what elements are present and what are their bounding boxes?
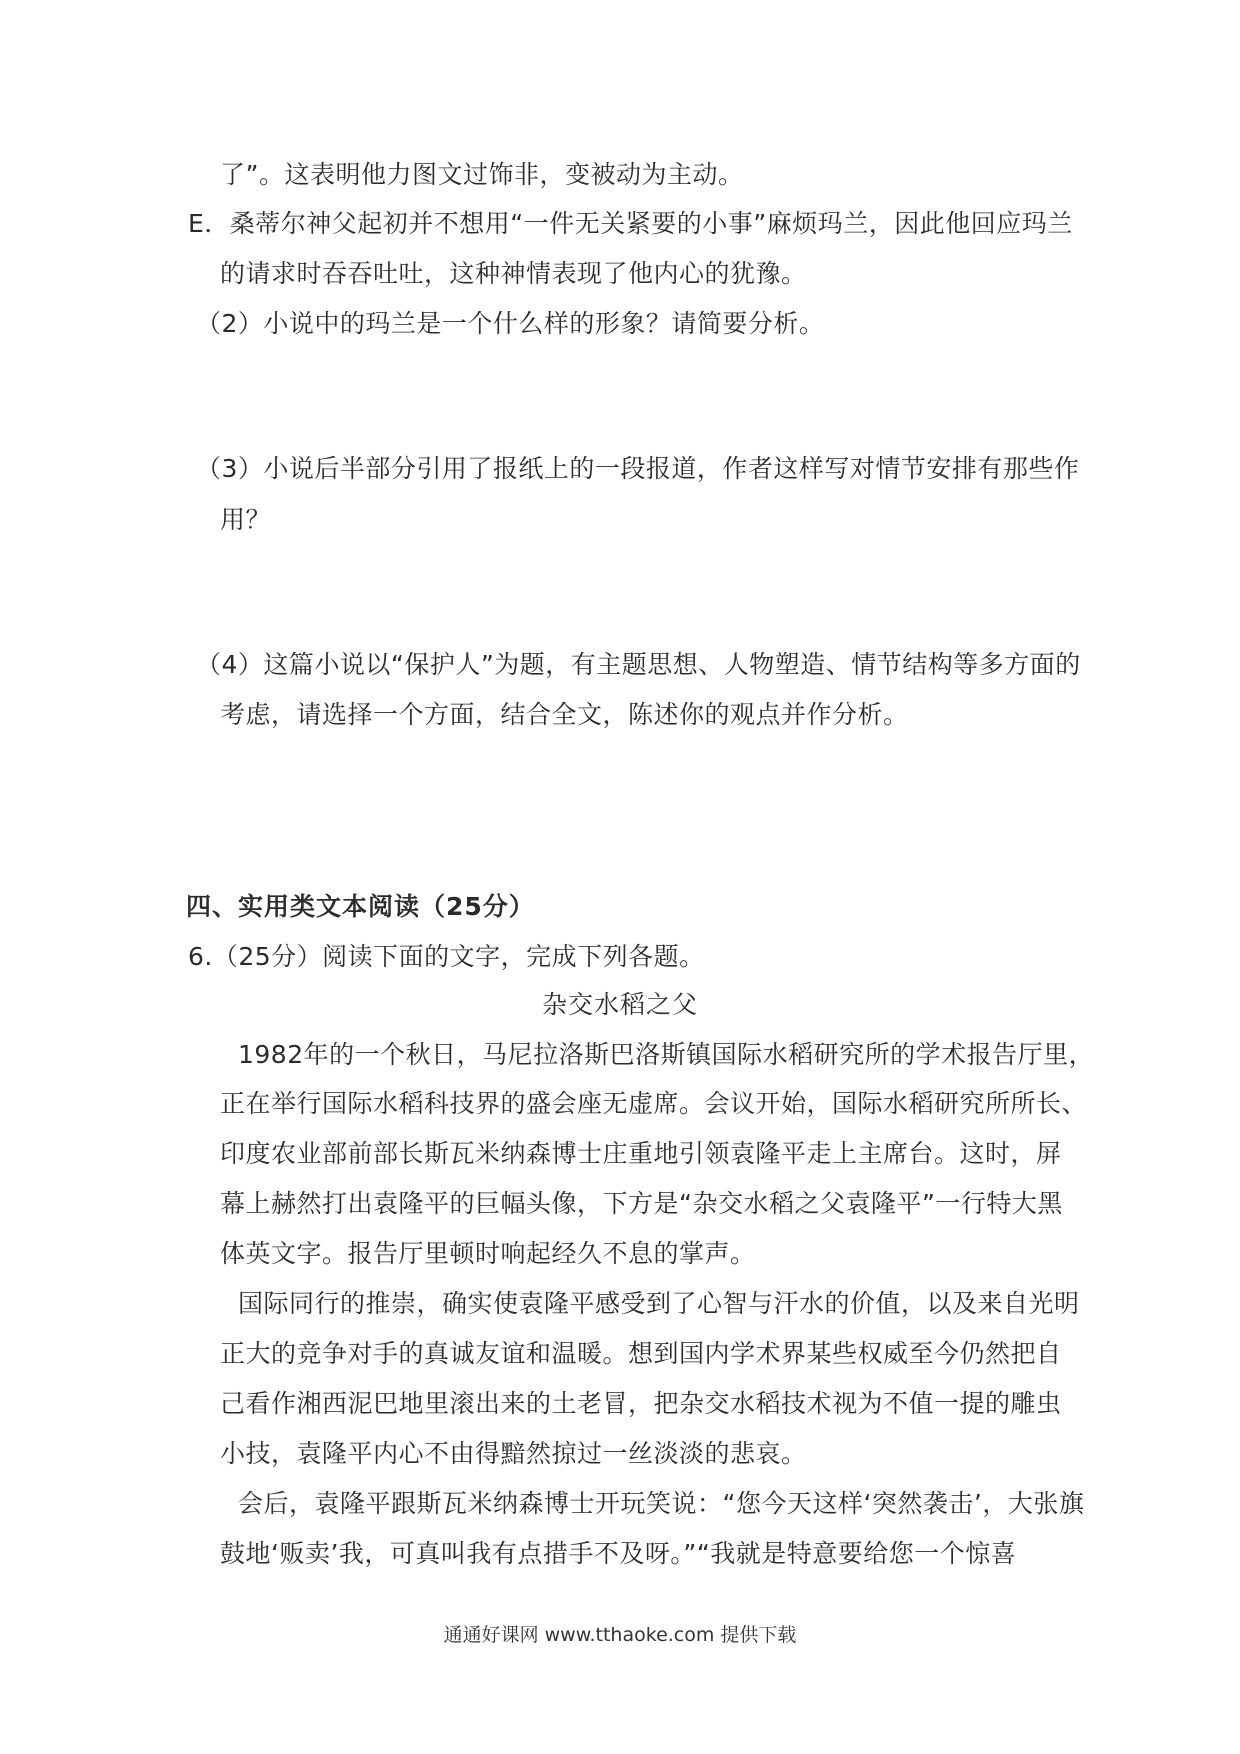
question-4-line-2: 考虑，请选择一个方面，结合全文，陈述你的观点并作分析。: [220, 700, 909, 729]
paragraph-3-line-2: 鼓地‘贩卖’我，可真叫我有点措手不及呀。”“我就是特意要给您一个惊喜: [220, 1539, 1017, 1568]
question-3-line-1: （3）小说后半部分引用了报纸上的一段报道，作者这样写对情节安排有那些作: [196, 454, 1080, 483]
paragraph-3-line-1: 会后，袁隆平跟斯瓦米纳森博士开玩笑说：“您今天这样‘突然袭击’，大张旗: [238, 1489, 1085, 1518]
option-d-continuation: 了”。这表明他力图文过饰非，变被动为主动。: [220, 160, 744, 189]
paragraph-2-line-2: 正大的竞争对手的真诚友谊和温暖。想到国内学术界某些权威至今仍然把自: [220, 1339, 1062, 1368]
paragraph-1-line-2: 正在举行国际水稻科技界的盛会座无虚席。会议开始，国际水稻研究所所长、: [220, 1089, 1088, 1118]
option-e-line-1: E．桑蒂尔神父起初并不想用“一件无关紧要的小事”麻烦玛兰，因此他回应玛兰: [188, 209, 1073, 238]
question-2: （2）小说中的玛兰是一个什么样的形象？请简要分析。: [196, 309, 825, 338]
paragraph-1-line-3: 印度农业部前部长斯瓦米纳森博士庄重地引领袁隆平走上主席台。这时，屏: [220, 1139, 1062, 1168]
paragraph-2-line-1: 国际同行的推崇，确实使袁隆平感受到了心智与汗水的价值，以及来自光明: [238, 1289, 1080, 1318]
option-e-line-2: 的请求时吞吞吐吐，这种神情表现了他内心的犹豫。: [220, 259, 807, 288]
paragraph-2-line-3: 己看作湘西泥巴地里滚出来的土老冒，把杂交水稻技术视为不值一提的雕虫: [220, 1389, 1062, 1418]
article-title: 杂交水稻之父: [541, 990, 698, 1019]
section-heading: 四、实用类文本阅读（25分）: [186, 892, 535, 921]
paragraph-1-line-1: 1982年的一个秋日，马尼拉洛斯巴洛斯镇国际水稻研究所的学术报告厅里，: [238, 1040, 1095, 1069]
paragraph-1-line-4: 幕上赫然打出袁隆平的巨幅头像，下方是“杂交水稻之父袁隆平”一行特大黑: [220, 1189, 1063, 1218]
paragraph-2-line-4: 小技，袁隆平内心不由得黯然掠过一丝淡淡的悲哀。: [220, 1439, 807, 1468]
question-6-prompt: 6.（25分）阅读下面的文字，完成下列各题。: [188, 942, 705, 971]
paragraph-1-line-5: 体英文字。报告厅里顿时响起经久不息的掌声。: [220, 1239, 756, 1268]
question-3-line-2: 用？: [220, 505, 272, 534]
question-4-line-1: （4）这篇小说以“保护人”为题，有主题思想、人物塑造、情节结构等多方面的: [196, 650, 1081, 679]
page-footer: 通通好课网 www.tthaoke.com 提供下载: [443, 1624, 797, 1646]
